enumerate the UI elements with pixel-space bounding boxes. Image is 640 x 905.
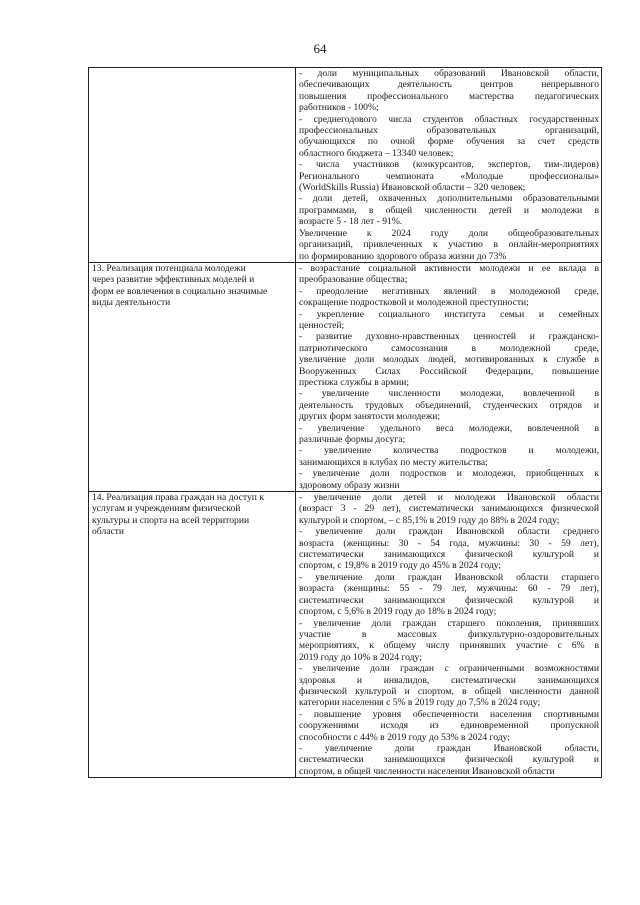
result-line: Регионального чемпионата «Молодые профессионалы»: [299, 170, 599, 182]
document-table: [88, 67, 602, 778]
result-line: работников - 100%;: [299, 102, 379, 114]
result-line: 2019 году до 10% в 2024 году;: [299, 651, 422, 663]
task-line: 13. Реализация потенциала молодежи: [92, 262, 246, 274]
result-line: по формированию здорового образа жизни до 73%: [299, 250, 507, 262]
result-line: - увеличение доли подростков и молодежи, приобщенных к: [299, 468, 599, 480]
result-line: различные формы досуга;: [299, 434, 406, 445]
result-line: - среднегодового числа студентов областных государственных: [299, 113, 599, 125]
result-line: спортом, в общей численности населения Ивановской области: [299, 765, 555, 777]
task-cell: [89, 492, 296, 778]
result-line: спортом, с 19,8% в 2019 году до 45% в 2024 году;: [299, 560, 502, 572]
result-line: систематически занимающихся физической культурой и: [299, 754, 599, 766]
task-line: области: [92, 526, 125, 538]
task-cell: [89, 68, 296, 263]
result-line: сокращение подростковой и молодежной преступности;: [299, 297, 529, 309]
result-line: категории населения с 5% в 2019 году до 7,5% в 2024 году;: [299, 697, 541, 709]
page-number: 64: [313, 41, 327, 56]
result-line: возраста (женщины: 30 - 54 года, мужчины: 30 - 59 лет),: [299, 537, 599, 549]
result-line: возраста (женщины: 55 - 79 лет, мужчины: 60 - 79 лет),: [299, 583, 599, 595]
result-line: - доли детей, охваченных дополнительными образовательными: [299, 193, 599, 205]
task-cell: [89, 262, 296, 491]
result-line: - числа участников (конкурсантов, экспертов, тим-лидеров): [299, 159, 599, 171]
result-line: мероприятиях, к общему числу принявших участие с 6% в: [299, 640, 599, 652]
result-line: - преодоление негативных явлений в молодежной среде,: [299, 285, 599, 297]
result-line: увеличение доли молодых людей, мотивированных к службе в: [299, 354, 599, 366]
result-line: (возраст 3 - 29 лет), систематически занимающихся физической: [299, 503, 599, 515]
result-line: систематически занимающихся физической культурой и: [299, 594, 599, 606]
result-line: - увеличение удельного веса молодежи, вовлеченной в: [299, 422, 599, 434]
result-line: - увеличение численности молодежи, вовлеченной в: [299, 388, 599, 400]
result-cell: [296, 262, 602, 491]
result-line: повышения профессионального мастерства педагогических: [299, 90, 599, 102]
result-line: обеспечивающих деятельность центров непрерывного: [299, 79, 599, 91]
result-line: сооружениями исходя из единовременной пропускной: [299, 720, 599, 732]
result-line: здоровья и инвалидов, систематически занимающихся: [299, 674, 599, 686]
result-line: - возрастание социальной активности молодежи и ее вклада в: [299, 262, 599, 274]
result-line: Вооруженных Силах Российской Федерации, повышение: [299, 365, 599, 377]
result-line: организаций, привлеченных к участию в онлайн-мероприятиях: [299, 239, 599, 251]
table-row: [89, 68, 602, 263]
task-line: 14. Реализация права граждан на доступ к: [92, 492, 264, 504]
result-line: других форм занятости молодежи;: [299, 411, 441, 423]
table-body: [89, 68, 602, 778]
result-line: возрасте 5 - 18 лет - 91%.: [299, 216, 403, 228]
task-line: через развитие эффективных моделей и: [92, 274, 255, 286]
result-line: профессиональных образовательных организаций,: [299, 125, 599, 137]
result-line: патриотического самосознания в молодежной среде,: [299, 342, 599, 354]
result-line: деятельность трудовых объединений, студенческих отрядов и: [299, 399, 599, 411]
result-line: - увеличение доли граждан Ивановской области старшего: [299, 571, 599, 583]
result-line: физической культурой и спортом, в общей численности данной: [299, 685, 599, 697]
task-line: форм ее вовлечения в социально значимые: [92, 285, 268, 297]
task-line: виды деятельности: [92, 297, 171, 309]
table-row: [89, 492, 602, 778]
result-cell: [296, 492, 602, 778]
result-line: преобразование общества;: [299, 274, 408, 286]
result-cell: [296, 68, 602, 263]
result-line: способности с 44% в 2019 году до 53% в 2024 году;: [299, 731, 510, 743]
result-line: - увеличение доли граждан Ивановской области,: [299, 742, 599, 754]
result-line: спортом, с 5,6% в 2019 году до 18% в 2024 году;: [299, 606, 497, 618]
result-line: - повышение уровня обеспеченности населения спортивными: [299, 708, 599, 720]
result-line: - укрепление социального института семьи и семейных: [299, 308, 599, 320]
result-line: ценностей;: [299, 319, 345, 331]
task-line: услугам и учреждениям физической: [92, 503, 241, 515]
result-line: Увеличение к 2024 году доли общеобразовательных: [299, 227, 599, 239]
task-line: культуры и спорта на всей территории: [92, 514, 250, 526]
result-line: престижа службы в армии;: [299, 376, 410, 388]
result-line: - увеличение количества подростков и молодежи,: [299, 445, 599, 457]
result-line: систематически занимающихся физической культурой и: [299, 549, 599, 561]
result-line: - доли муниципальных образований Ивановской области,: [299, 68, 599, 79]
result-line: (WorldSkills Russia) Ивановской области – 320 человек;: [299, 182, 526, 194]
result-line: - увеличение доли граждан Ивановской области среднего: [299, 526, 599, 538]
table-row: [89, 262, 602, 491]
result-line: занимающихся в клубах по месту жительства;: [299, 456, 488, 468]
result-line: участие в массовых физкультурно-оздоровительных: [299, 628, 599, 640]
result-line: обучающихся по очной форме обучения за счет средств: [299, 136, 599, 148]
result-line: - увеличение доли детей и молодежи Ивановской области: [299, 492, 599, 504]
result-line: - увеличение доли граждан старшего поколения, принявших: [299, 617, 599, 629]
result-line: здоровому образу жизни: [299, 479, 400, 491]
result-line: - развитие духовно-нравственных ценностей и гражданско-: [299, 331, 599, 343]
result-line: областного бюджета – 13340 человек;: [299, 147, 454, 159]
result-line: культурой и спортом, – с 85,1% в 2019 году до 88% в 2024 году;: [299, 514, 560, 526]
result-line: - увеличение доли граждан с ограниченными возможностями: [299, 663, 599, 675]
result-line: программами, в общей численности детей и молодежи в: [299, 204, 599, 216]
